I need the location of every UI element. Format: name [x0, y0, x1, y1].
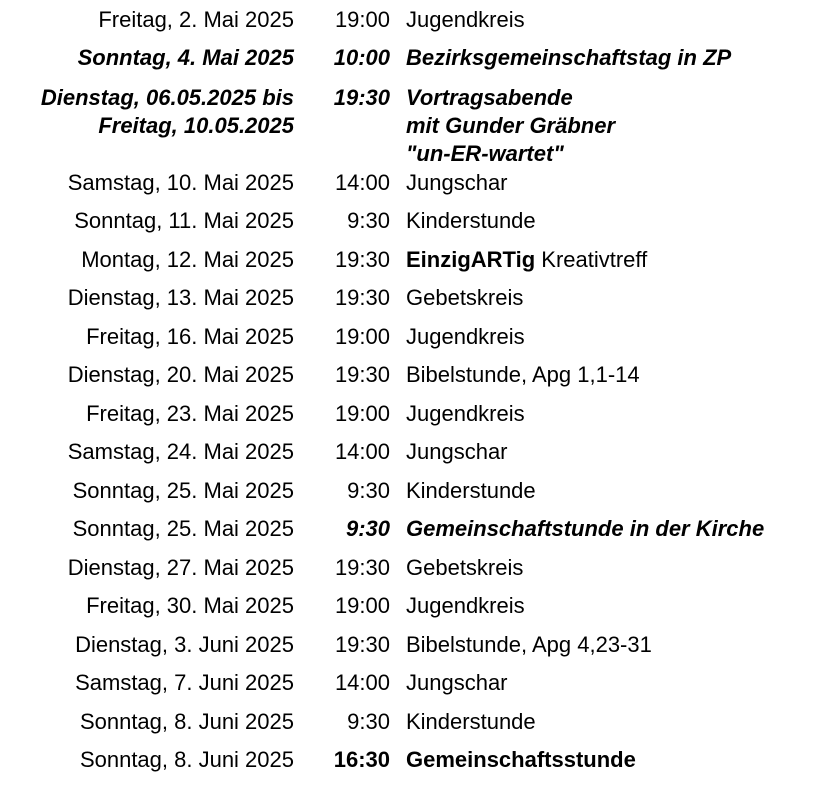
row-event: Kinderstunde	[406, 709, 536, 734]
row-date: Dienstag, 13. Mai 2025	[67, 285, 294, 310]
row-time: 16:30	[333, 747, 390, 772]
row-date: Freitag, 16. Mai 2025	[86, 324, 294, 349]
row-event-rest: Kreativtreff	[535, 247, 648, 272]
row-event: Bezirksgemeinschaftstag in ZP	[406, 45, 732, 70]
row-event: Jugendkreis	[406, 593, 525, 618]
schedule-row	[0, 438, 821, 476]
row-time: 14:00	[334, 170, 390, 195]
row-event: Kinderstunde	[406, 208, 536, 233]
row-date-line: Dienstag, 06.05.2025 bis	[40, 85, 294, 110]
row-event: Bibelstunde, Apg 4,23-31	[406, 632, 652, 657]
row-date: Sonntag, 25. Mai 2025	[72, 478, 294, 503]
schedule-row	[0, 400, 821, 438]
row-event: Jungschar	[406, 670, 508, 695]
row-time: 9:30	[347, 478, 390, 503]
row-event: Jugendkreis	[406, 324, 525, 349]
row-date: Freitag, 23. Mai 2025	[86, 401, 294, 426]
schedule-row	[0, 554, 821, 592]
schedule-row-multiline	[0, 84, 821, 170]
row-event: Gebetskreis	[406, 555, 524, 580]
schedule-row	[0, 246, 821, 284]
row-time: 19:30	[334, 632, 390, 657]
row-event	[406, 246, 647, 274]
row-date-line: Freitag, 10.05.2025	[98, 113, 294, 138]
schedule-row	[0, 361, 821, 399]
row-event-bold: EinzigARTig	[406, 247, 536, 272]
row-date: Sonntag, 8. Juni 2025	[79, 709, 294, 734]
schedule-row	[0, 207, 821, 245]
schedule-row	[0, 169, 821, 207]
row-event: Kinderstunde	[406, 478, 536, 503]
schedule-row	[0, 592, 821, 630]
row-time: 19:30	[334, 247, 390, 272]
row-event	[406, 84, 615, 168]
row-date: Sonntag, 4. Mai 2025	[77, 45, 294, 70]
schedule-row	[0, 6, 821, 44]
row-event-line: mit Gunder Gräbner	[406, 113, 616, 138]
schedule-row-highlight	[0, 746, 821, 784]
schedule-row	[0, 284, 821, 322]
row-time: 19:30	[333, 85, 390, 110]
row-time: 19:00	[334, 324, 390, 349]
schedule-row	[0, 477, 821, 515]
row-date: Sonntag, 25. Mai 2025	[72, 516, 294, 541]
schedule-row	[0, 631, 821, 669]
row-time: 19:00	[334, 593, 390, 618]
row-time: 19:30	[334, 555, 390, 580]
row-time: 14:00	[334, 439, 390, 464]
row-date: Dienstag, 27. Mai 2025	[67, 555, 294, 580]
row-event: Gemeinschaftstunde in der Kirche	[406, 516, 765, 541]
row-date: Samstag, 7. Juni 2025	[75, 670, 294, 695]
row-date: Freitag, 2. Mai 2025	[98, 7, 294, 32]
schedule-row	[0, 669, 821, 707]
row-date: Montag, 12. Mai 2025	[81, 247, 294, 272]
row-date: Dienstag, 3. Juni 2025	[75, 632, 294, 657]
row-date: Freitag, 30. Mai 2025	[86, 593, 294, 618]
row-event-line: "un-ER-wartet"	[406, 141, 564, 166]
row-time: 19:30	[334, 362, 390, 387]
row-event: Gemeinschaftsstunde	[406, 747, 636, 772]
row-time: 19:30	[334, 285, 390, 310]
row-date: Dienstag, 20. Mai 2025	[67, 362, 294, 387]
row-time: 19:00	[334, 7, 390, 32]
row-event-line: Vortragsabende	[406, 85, 573, 110]
row-date: Sonntag, 11. Mai 2025	[74, 208, 294, 233]
schedule-row-highlight	[0, 44, 821, 82]
row-time: 19:00	[334, 401, 390, 426]
schedule-row-highlight	[0, 515, 821, 553]
row-date: Sonntag, 8. Juni 2025	[79, 747, 294, 772]
row-event: Jugendkreis	[406, 7, 525, 32]
row-time: 9:30	[347, 208, 390, 233]
row-event: Gebetskreis	[406, 285, 524, 310]
row-date: Samstag, 24. Mai 2025	[67, 439, 294, 464]
row-time: 9:30	[345, 516, 390, 541]
schedule-row	[0, 323, 821, 361]
row-event: Bibelstunde, Apg 1,1-14	[406, 362, 640, 387]
row-time: 14:00	[334, 670, 390, 695]
row-event: Jungschar	[406, 439, 508, 464]
row-time: 9:30	[347, 709, 390, 734]
row-date	[41, 84, 294, 140]
row-time: 10:00	[333, 45, 390, 70]
row-event: Jugendkreis	[406, 401, 525, 426]
schedule-row	[0, 708, 821, 746]
row-event: Jungschar	[406, 170, 508, 195]
row-date: Samstag, 10. Mai 2025	[67, 170, 294, 195]
